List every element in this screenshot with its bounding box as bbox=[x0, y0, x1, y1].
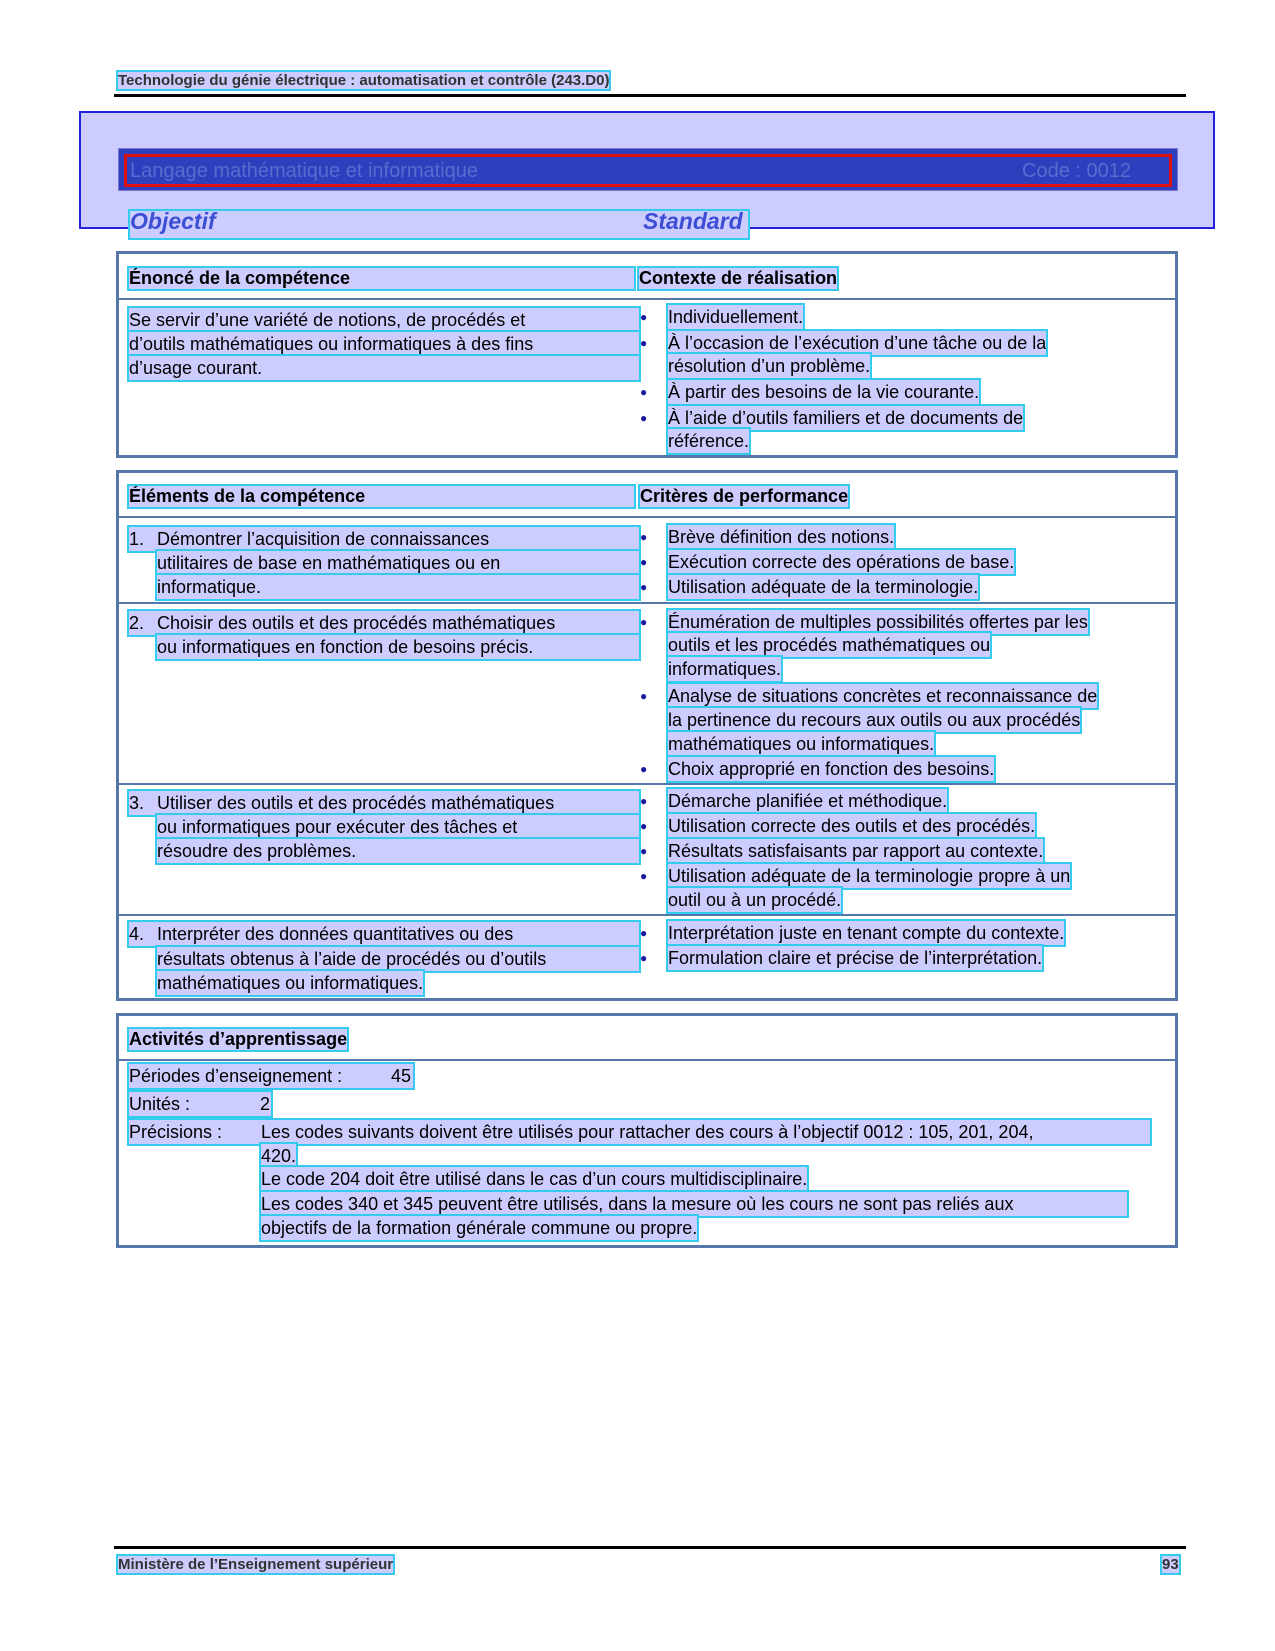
activites-divider bbox=[118, 1059, 1176, 1061]
criterion: Énumération de multiples possibilités offertes par les bbox=[668, 612, 1088, 632]
element-line: informatique. bbox=[157, 575, 639, 599]
criterion: mathématiques ou informatiques. bbox=[668, 734, 935, 754]
page-number: 93 bbox=[1162, 1556, 1179, 1573]
element-line: résultats obtenus à l’aide de procédés ou d’outils bbox=[157, 947, 639, 971]
bullet-icon: ● bbox=[640, 794, 648, 808]
subhead-standard: Standard bbox=[643, 208, 743, 234]
bullet-icon: ● bbox=[640, 869, 648, 883]
bullet-icon: ● bbox=[640, 615, 648, 629]
contexte-item: référence. bbox=[668, 431, 750, 451]
precisions-row bbox=[129, 1120, 1150, 1144]
element-num: 2. bbox=[129, 613, 145, 633]
contexte-item: résolution d’un problème. bbox=[668, 356, 871, 376]
running-head: Technologie du génie électrique : automatisation et contrôle (243.D0) bbox=[118, 72, 610, 89]
elements-divider bbox=[118, 516, 1176, 518]
footer-rule bbox=[114, 1546, 1186, 1549]
elements-heading: Éléments de la compétence bbox=[129, 486, 634, 507]
enonce-line: Se servir d’une variété de notions, de procédés et bbox=[129, 308, 639, 332]
unites-label: Unités : bbox=[129, 1094, 191, 1114]
bullet-icon: ● bbox=[640, 844, 648, 858]
periodes-row bbox=[129, 1064, 413, 1088]
element-line: mathématiques ou informatiques. bbox=[157, 973, 424, 993]
bullet-icon: ● bbox=[640, 530, 648, 544]
element-line: ou informatiques pour exécuter des tâches et bbox=[157, 815, 639, 839]
criterion: Choix approprié en fonction des besoins. bbox=[668, 759, 995, 779]
criterion: Utilisation correcte des outils et des procédés. bbox=[668, 816, 1036, 836]
criterion: Formulation claire et précise de l’interprétation. bbox=[668, 948, 1043, 968]
element-line: utilitaires de base en mathématiques ou en bbox=[157, 551, 639, 575]
enonce-line: d’outils mathématiques ou informatiques à des fins bbox=[129, 332, 639, 356]
element-num: 4. bbox=[129, 924, 145, 944]
precisions-line: Le code 204 doit être utilisé dans le cas d’un cours multidisciplinaire. bbox=[261, 1169, 808, 1189]
objective-code: Code : 0012 bbox=[1022, 160, 1131, 182]
criterion: outils et les procédés mathématiques ou bbox=[668, 635, 991, 655]
element-line: Démontrer l’acquisition de connaissances bbox=[157, 529, 490, 549]
element-line: résoudre des problèmes. bbox=[157, 839, 639, 863]
precisions-label: Précisions : bbox=[129, 1122, 223, 1142]
element-line: Choisir des outils et des procédés mathématiques bbox=[157, 613, 556, 633]
periodes-label: Périodes d’enseignement : bbox=[129, 1066, 343, 1086]
bullet-icon: ● bbox=[640, 336, 648, 350]
footer-ministry: Ministère de l’Enseignement supérieur bbox=[118, 1556, 394, 1573]
row-divider bbox=[118, 602, 1176, 604]
criteres-heading: Critères de performance bbox=[640, 486, 849, 506]
contexte-item: À l’aide d’outils familiers et de documents de bbox=[668, 408, 1024, 428]
criterion: Interprétation juste en tenant compte du contexte. bbox=[668, 923, 1065, 943]
contexte-item: À l’occasion de l’exécution d’une tâche ou de la bbox=[668, 333, 1047, 353]
bullet-icon: ● bbox=[640, 580, 648, 594]
element-line: ou informatiques en fonction de besoins précis. bbox=[157, 635, 639, 659]
enonce-divider bbox=[118, 298, 1176, 300]
enonce-heading: Énoncé de la compétence bbox=[129, 268, 634, 289]
criterion: Démarche planifiée et méthodique. bbox=[668, 791, 948, 811]
subhead-objectif: Objectif bbox=[130, 208, 216, 234]
criterion: la pertinence du recours aux outils ou aux procédés bbox=[668, 710, 1081, 730]
bullet-icon: ● bbox=[640, 762, 648, 776]
row-divider bbox=[118, 783, 1176, 785]
element-num: 3. bbox=[129, 793, 145, 813]
criterion: Utilisation adéquate de la terminologie. bbox=[668, 577, 979, 597]
bullet-icon: ● bbox=[640, 385, 648, 399]
row-divider bbox=[118, 914, 1176, 916]
periodes-value: 45 bbox=[391, 1066, 412, 1086]
criterion: Résultats satisfaisants par rapport au contexte. bbox=[668, 841, 1044, 861]
page-title: Langage mathématique et informatique bbox=[130, 160, 479, 182]
precisions-line: 420. bbox=[261, 1146, 297, 1166]
criterion: Utilisation adéquate de la terminologie propre à un bbox=[668, 866, 1071, 886]
element-line: Interpréter des données quantitatives ou des bbox=[157, 924, 514, 944]
contexte-item: Individuellement. bbox=[668, 307, 804, 327]
enonce-line: d’usage courant. bbox=[129, 356, 639, 380]
criterion: Exécution correcte des opérations de base. bbox=[668, 552, 1015, 572]
bullet-icon: ● bbox=[640, 951, 648, 965]
criterion: informatiques. bbox=[668, 659, 782, 679]
header-rule bbox=[114, 94, 1186, 97]
bullet-icon: ● bbox=[640, 926, 648, 940]
activites-heading: Activités d’apprentissage bbox=[129, 1029, 348, 1049]
contexte-heading: Contexte de réalisation bbox=[639, 268, 838, 288]
criterion: outil ou à un procédé. bbox=[668, 890, 842, 910]
precisions-line: Les codes 340 et 345 peuvent être utilisés, dans la mesure où les cours ne sont pas reliés aux bbox=[261, 1192, 1127, 1216]
criterion: Analyse de situations concrètes et reconnaissance de bbox=[668, 686, 1098, 706]
bullet-icon: ● bbox=[640, 689, 648, 703]
bullet-icon: ● bbox=[640, 411, 648, 425]
contexte-item: À partir des besoins de la vie courante. bbox=[668, 382, 980, 402]
bullet-icon: ● bbox=[640, 819, 648, 833]
precisions-line: objectifs de la formation générale commune ou propre. bbox=[261, 1218, 698, 1238]
bullet-icon: ● bbox=[640, 310, 648, 324]
criterion: Brève définition des notions. bbox=[668, 527, 895, 547]
unites-row bbox=[129, 1092, 271, 1116]
element-line: Utiliser des outils et des procédés mathématiques bbox=[157, 793, 555, 813]
precisions-line: Les codes suivants doivent être utilisés pour rattacher des cours à l’objectif 0012 : 105, 201, 204, bbox=[261, 1122, 1034, 1142]
element-num: 1. bbox=[129, 529, 145, 549]
unites-value: 2 bbox=[260, 1094, 271, 1114]
bullet-icon: ● bbox=[640, 555, 648, 569]
